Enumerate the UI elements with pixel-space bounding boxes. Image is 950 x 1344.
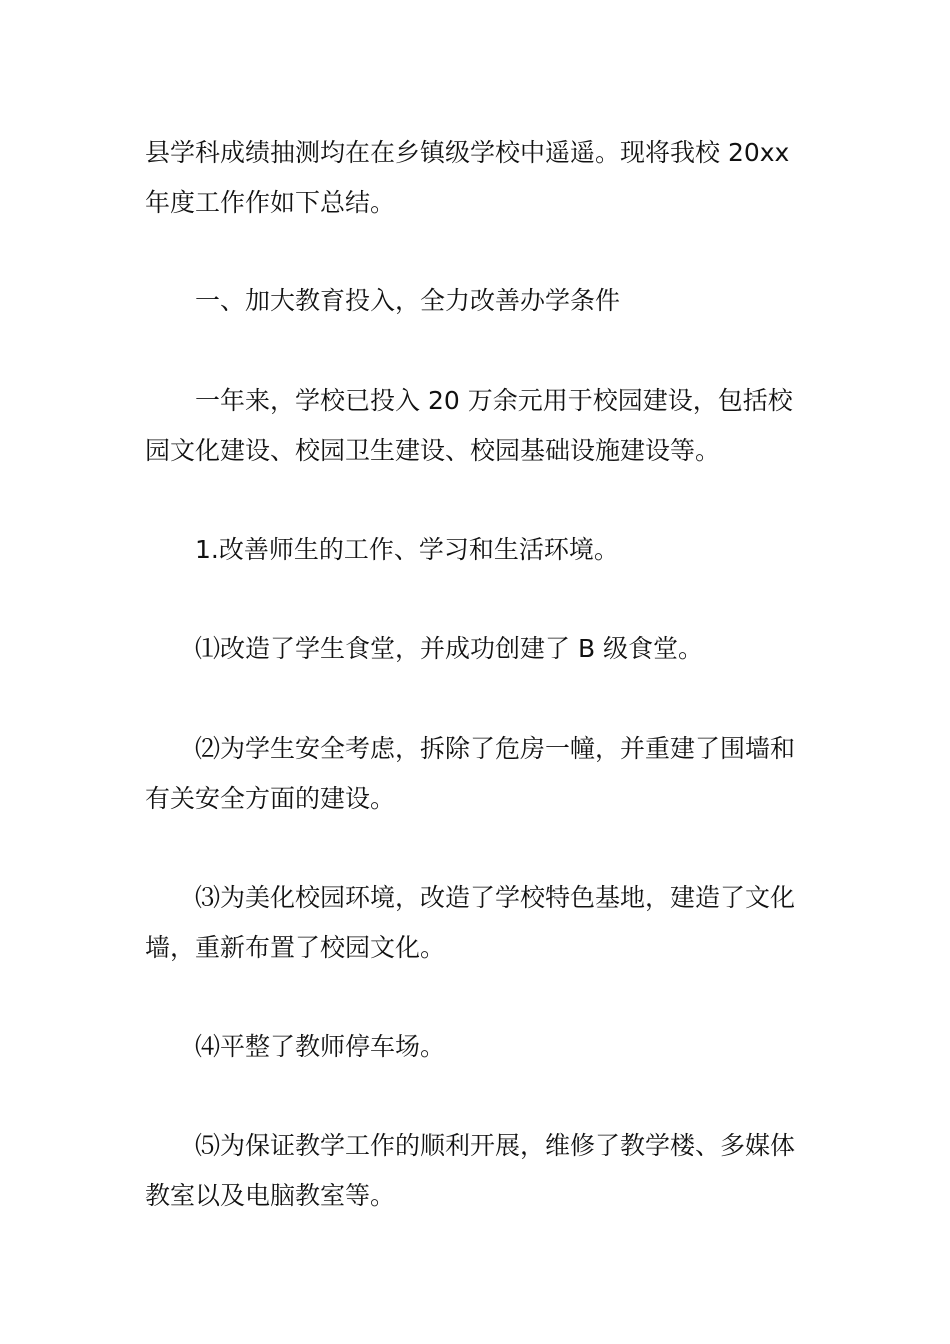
list-item: ⑷平整了教师停车场。 xyxy=(195,1032,446,1061)
subheading: 1.改善师生的工作、学习和生活环境。 xyxy=(195,535,619,564)
list-item: ⑶为美化校园环境，改造了学校特色基地，建造了文化墙，重新布置了校园文化。 xyxy=(145,883,796,962)
intro-continued-paragraph: 县学科成绩抽测均在在乡镇级学校中遥遥。现将我校 20xx 年度工作作如下总结。 xyxy=(145,138,790,217)
list-item: ⑵为学生安全考虑，拆除了危房一幢，并重建了围墙和有关安全方面的建设。 xyxy=(145,734,796,813)
investment-paragraph: 一年来，学校已投入 20 万余元用于校园建设，包括校园文化建设、校园卫生建设、校园基础设施建设等。 xyxy=(145,386,793,465)
list-item: ⑴改造了学生食堂，并成功创建了 B 级食堂。 xyxy=(195,634,704,663)
list-item: ⑸为保证教学工作的顺利开展，维修了教学楼、多媒体教室以及电脑教室等。 xyxy=(145,1131,796,1210)
section-heading: 一、加大教育投入，全力改善办学条件 xyxy=(195,286,621,315)
